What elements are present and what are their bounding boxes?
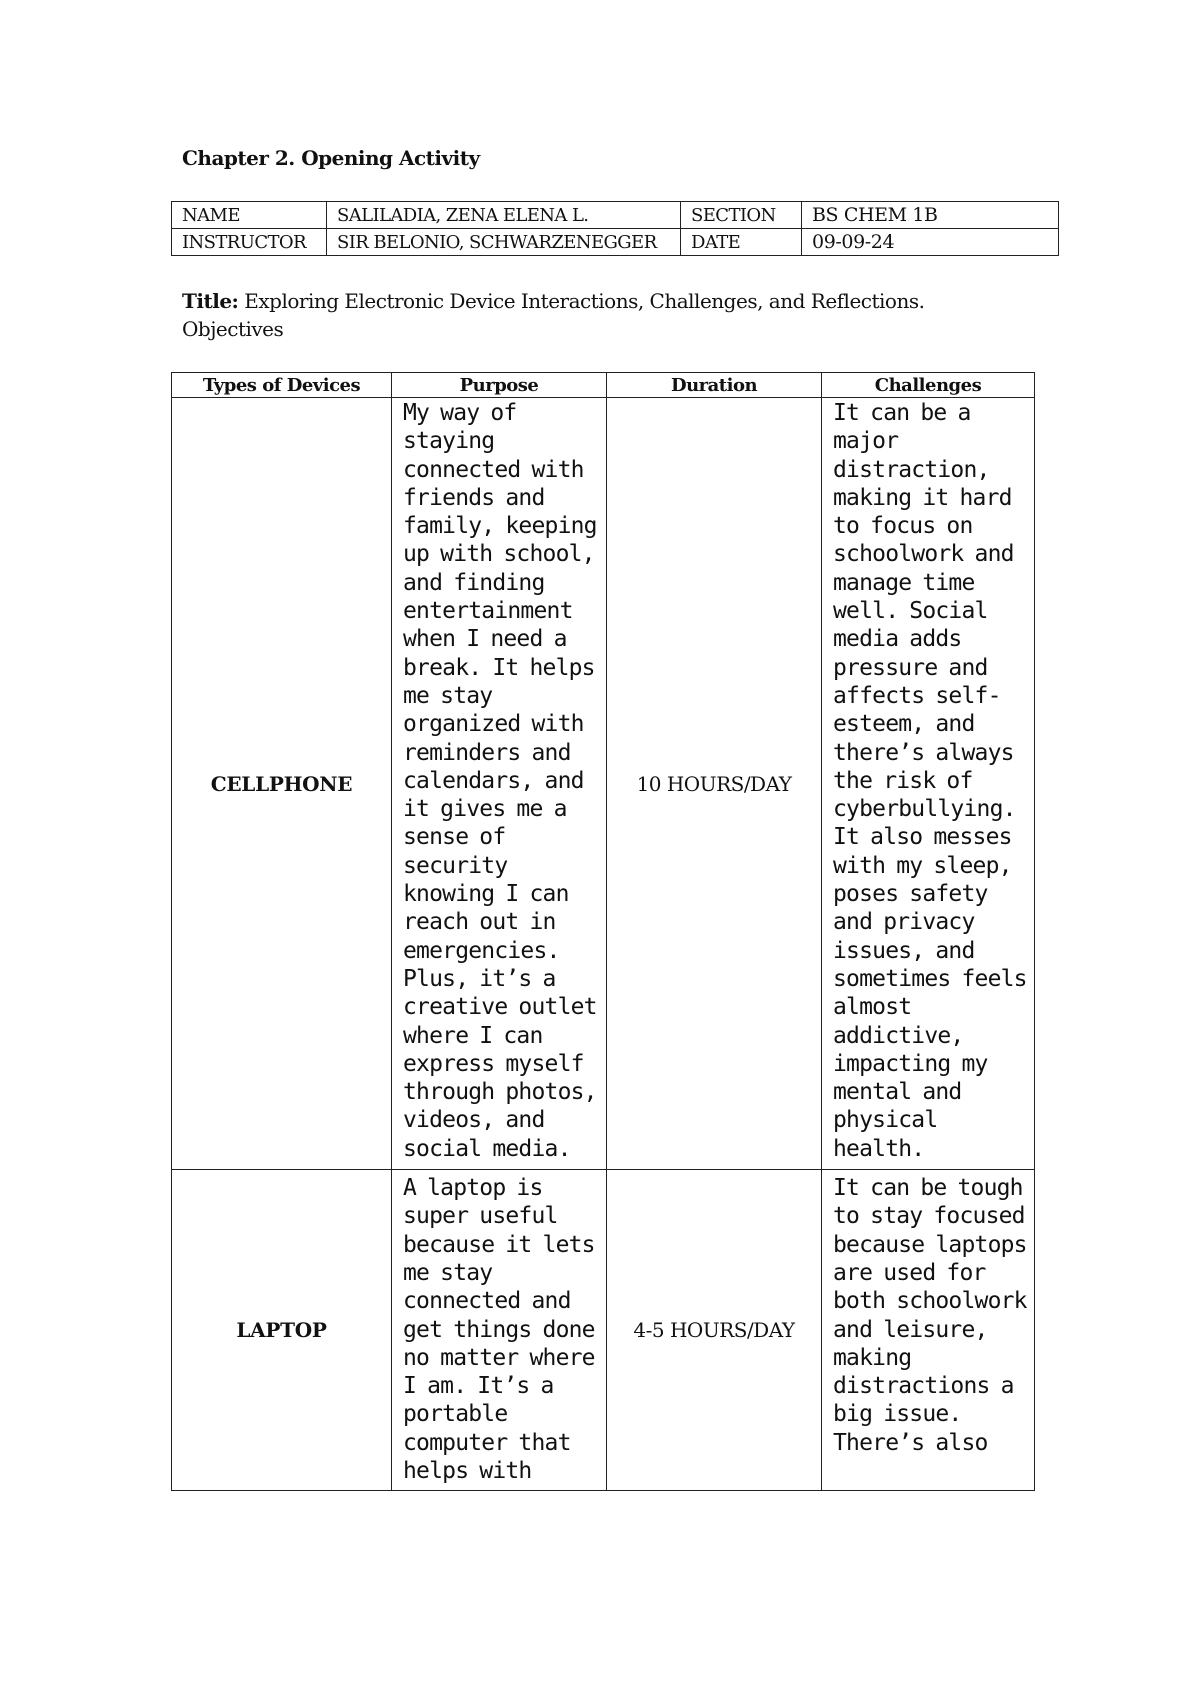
header-challenges: Challenges: [822, 373, 1035, 398]
info-row-name: [172, 202, 1059, 229]
duration-cell: 10 HOURS/DAY: [607, 398, 822, 1170]
duration-cell: 4-5 HOURS/DAY: [607, 1170, 822, 1491]
challenges-text: It can be tough to stay focused because laptops are used for both schoolwork and leisure, making distractions a big issue. There’s also: [833, 1175, 1027, 1456]
instructor-value: SIR BELONIO, SCHWARZENEGGER: [327, 229, 681, 256]
purpose-text: A laptop is super useful because it lets me stay connected and get things done no matter where I am. It’s a portable computer that helps with: [403, 1175, 595, 1484]
name-label: NAME: [172, 202, 327, 229]
challenges-cell: [822, 1170, 1035, 1491]
purpose-cell: My way of staying connected with friends and family, keeping up with school, and finding entertainment when I need a break. It helps me stay organized with reminders and calendars, and it gives me a sense of security knowing I can reach out in emergencies. Plus, it’s a creative outlet where I can express myself through photos, videos, and social media.: [392, 398, 607, 1170]
student-info-table: [171, 201, 1059, 256]
header-types-of-devices: Types of Devices: [172, 373, 392, 398]
chapter-heading: Chapter 2. Opening Activity: [182, 146, 480, 170]
objectives-label: Objectives: [182, 317, 284, 341]
purpose-cell: [392, 1170, 607, 1491]
device-cell: LAPTOP: [172, 1170, 392, 1491]
challenges-cell: It can be a major distraction, making it hard to focus on schoolwork and manage time well. Social media adds pressure and affects self-esteem, and there’s always the risk of cyberbullying. It also messes with my sleep, poses safety and privacy issues, and sometimes feels almost addictive, impacting my mental and physical health.: [822, 398, 1035, 1170]
instructor-label: INSTRUCTOR: [172, 229, 327, 256]
date-value: 09-09-24: [802, 229, 1059, 256]
devices-table: [171, 372, 1035, 1491]
header-duration: Duration: [607, 373, 822, 398]
name-value: SALILADIA, ZENA ELENA L.: [327, 202, 681, 229]
date-label: DATE: [681, 229, 802, 256]
table-row: [172, 1170, 1035, 1491]
table-header-row: [172, 373, 1035, 398]
header-purpose: Purpose: [392, 373, 607, 398]
table-row: [172, 398, 1035, 1170]
title-block: [182, 287, 1082, 343]
title-label: Title:: [182, 289, 239, 313]
title-text: Exploring Electronic Device Interactions, Challenges, and Reflections.: [244, 289, 925, 313]
info-row-instructor: [172, 229, 1059, 256]
section-label: SECTION: [681, 202, 802, 229]
title-line: [182, 287, 1082, 315]
section-value: BS CHEM 1B: [802, 202, 1059, 229]
device-cell: CELLPHONE: [172, 398, 392, 1170]
